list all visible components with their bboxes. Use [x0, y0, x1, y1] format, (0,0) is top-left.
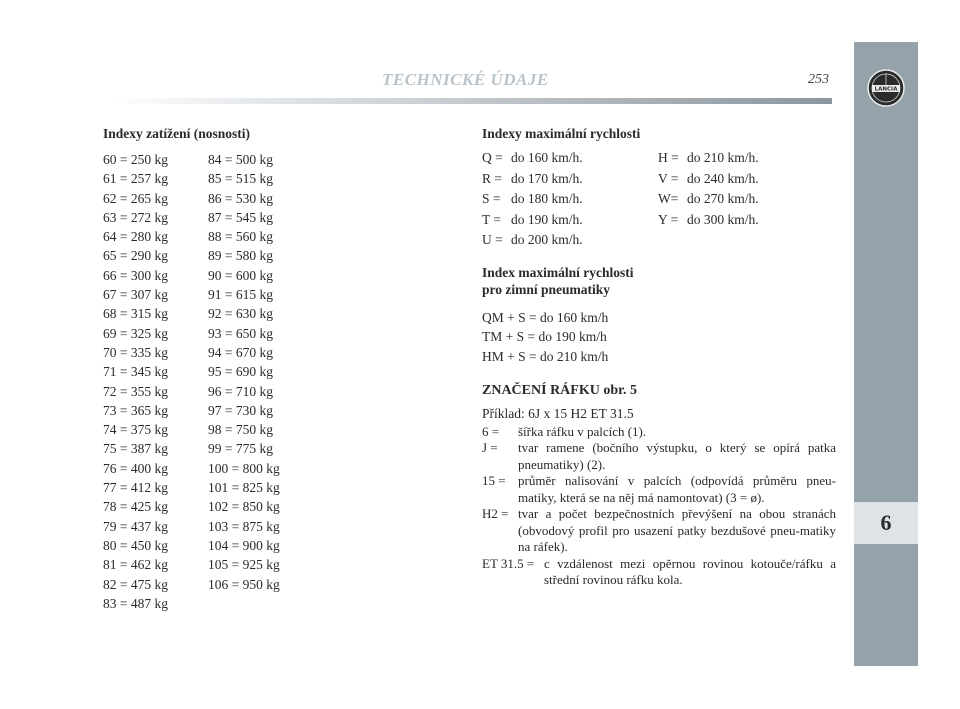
load-index-entry: 95 = 690 kg: [208, 364, 273, 380]
speed-index-code: Q =: [482, 150, 503, 165]
load-index-entry: 106 = 950 kg: [208, 576, 280, 592]
load-index-entry: 90 = 600 kg: [208, 267, 273, 283]
rim-definition: [482, 424, 836, 441]
speed-index-code: Y =: [658, 211, 679, 227]
speed-index-code: S =: [482, 191, 501, 206]
speed-index-code: U =: [482, 232, 503, 247]
rim-definition-key: 15 =: [482, 473, 506, 488]
load-index-entry: 71 = 345 kg: [103, 364, 168, 380]
speed-index-value: do 180 km/h.: [511, 191, 583, 206]
load-index-entry: 79 = 437 kg: [103, 518, 168, 534]
speed-index-code: V =: [658, 170, 679, 186]
speed-index-value: do 190 km/h.: [511, 211, 583, 227]
load-index-entry: 70 = 335 kg: [103, 344, 168, 360]
load-index-entry: 104 = 900 kg: [208, 537, 280, 553]
load-index-entry: 102 = 850 kg: [208, 499, 280, 515]
load-index-entry: 84 = 500 kg: [208, 152, 273, 167]
load-index-entry: 74 = 375 kg: [103, 422, 168, 438]
rim-definition-text: tvar a počet bezpečnostních převýšení na obou stranách (obvodový profil pro usazení patky bezdušové pneu-matiky na ráfek).: [518, 506, 836, 554]
winter-index-line: QM + S = do 160 km/h: [482, 310, 609, 325]
rim-definition-text: tvar ramene (bočního výstupku, o který se opírá patka pneumatiky) (2).: [518, 440, 836, 472]
load-index-entry: 73 = 365 kg: [103, 402, 168, 418]
rim-definition-text: šířka ráfku v palcích (1).: [518, 423, 647, 439]
load-index-entry: 82 = 475 kg: [103, 576, 168, 592]
speed-index-code: R =: [482, 170, 502, 186]
winter-index-line: TM + S = do 190 km/h: [482, 329, 607, 345]
load-index-entry: 76 = 400 kg: [103, 460, 168, 476]
load-index-entry: 69 = 325 kg: [103, 325, 168, 341]
load-index-entry: 72 = 355 kg: [103, 383, 168, 399]
rim-definition-text: průměr nalisování v palcích (odpovídá průměru pneu-matiky, která se na něj má namontovat) (3 = ø).: [518, 473, 836, 505]
load-index-entry: 68 = 315 kg: [103, 306, 168, 322]
load-index-entry: 65 = 290 kg: [103, 248, 168, 264]
lancia-logo-icon: [866, 68, 906, 108]
rim-marking-definitions: [482, 406, 836, 589]
load-index-entry: 100 = 800 kg: [208, 460, 280, 476]
load-index-entry: 75 = 387 kg: [103, 441, 168, 457]
load-index-entry: 67 = 307 kg: [103, 287, 168, 303]
rim-definition-text: c vzdálenost mezi opěrnou rovinou kotouče/ráfku a střední rovinou ráfku kola.: [544, 555, 836, 587]
logo-text: LANCIA: [874, 86, 898, 93]
header-rule: [110, 98, 832, 104]
speed-index-value: do 160 km/h.: [511, 150, 583, 165]
load-index-entry: 78 = 425 kg: [103, 499, 168, 515]
page-number: 253: [808, 72, 829, 87]
load-index-entry: 83 = 487 kg: [103, 595, 168, 611]
rim-definition-key: H2 =: [482, 506, 509, 521]
speed-index-code: H =: [658, 150, 679, 165]
load-index-entry: 93 = 650 kg: [208, 325, 273, 341]
load-index-entry: 88 = 560 kg: [208, 229, 273, 245]
speed-index-value: do 170 km/h.: [511, 170, 583, 186]
load-index-entry: 94 = 670 kg: [208, 344, 273, 360]
load-index-entry: 81 = 462 kg: [103, 557, 168, 573]
winter-heading-line-1: Index maximální rychlosti: [482, 265, 634, 280]
load-index-entry: 77 = 412 kg: [103, 480, 168, 496]
load-index-entry: 89 = 580 kg: [208, 248, 273, 264]
speed-index-value: do 240 km/h.: [687, 170, 759, 186]
rim-definition-key: 6 =: [482, 423, 500, 439]
load-index-entry: 66 = 300 kg: [103, 267, 168, 283]
chapter-sidebar: [854, 42, 918, 666]
load-index-heading: Indexy zatížení (nosnosti): [103, 126, 251, 141]
winter-index-list: [482, 308, 608, 366]
running-header-title: TECHNICKÉ ÚDAJE: [382, 70, 549, 89]
load-index-entry: 86 = 530 kg: [208, 190, 273, 206]
winter-index-line: HM + S = do 210 km/h: [482, 348, 609, 364]
speed-index-value: do 270 km/h.: [687, 191, 759, 206]
winter-index-heading: [482, 264, 634, 298]
load-index-entry: 80 = 450 kg: [103, 537, 168, 553]
rim-definition-et: [482, 556, 836, 589]
load-index-entry: 62 = 265 kg: [103, 190, 168, 206]
load-index-entry: 91 = 615 kg: [208, 287, 273, 303]
rim-definition-key: ET 31.5 =: [482, 555, 535, 571]
load-index-entry: 87 = 545 kg: [208, 209, 273, 225]
speed-index-value: do 300 km/h.: [687, 211, 759, 227]
rim-example: Příklad: 6J x 15 H2 ET 31.5: [482, 406, 634, 421]
speed-index-heading: Indexy maximální rychlosti: [482, 126, 641, 141]
load-index-entry: 63 = 272 kg: [103, 209, 168, 225]
load-index-entry: 92 = 630 kg: [208, 306, 273, 322]
rim-definition: [482, 473, 836, 506]
load-index-entry: 64 = 280 kg: [103, 229, 168, 245]
rim-marking-heading: ZNAČENÍ RÁFKU obr. 5: [482, 383, 638, 398]
rim-definition-key: J =: [482, 440, 498, 455]
load-index-entry: 97 = 730 kg: [208, 402, 273, 418]
speed-index-code: W=: [658, 191, 679, 206]
speed-index-value: do 200 km/h.: [511, 232, 583, 247]
speed-index-value: do 210 km/h.: [687, 150, 759, 165]
load-index-entry: 60 = 250 kg: [103, 152, 168, 167]
load-index-entry: 96 = 710 kg: [208, 383, 273, 399]
load-index-entry: 98 = 750 kg: [208, 422, 273, 438]
load-index-entry: 101 = 825 kg: [208, 480, 280, 496]
winter-heading-line-2: pro zimní pneumatiky: [482, 282, 611, 297]
speed-index-code: T =: [482, 211, 501, 227]
load-index-column-1: [103, 150, 168, 613]
chapter-tab[interactable]: 6: [854, 502, 918, 544]
load-index-entry: 61 = 257 kg: [103, 171, 168, 187]
rim-definition: [482, 506, 836, 556]
load-index-entry: 103 = 875 kg: [208, 518, 280, 534]
load-index-entry: 99 = 775 kg: [208, 441, 273, 457]
rim-definition: [482, 440, 836, 473]
load-index-entry: 105 = 925 kg: [208, 557, 280, 573]
load-index-entry: 85 = 515 kg: [208, 171, 273, 187]
load-index-column-2: [208, 150, 280, 594]
